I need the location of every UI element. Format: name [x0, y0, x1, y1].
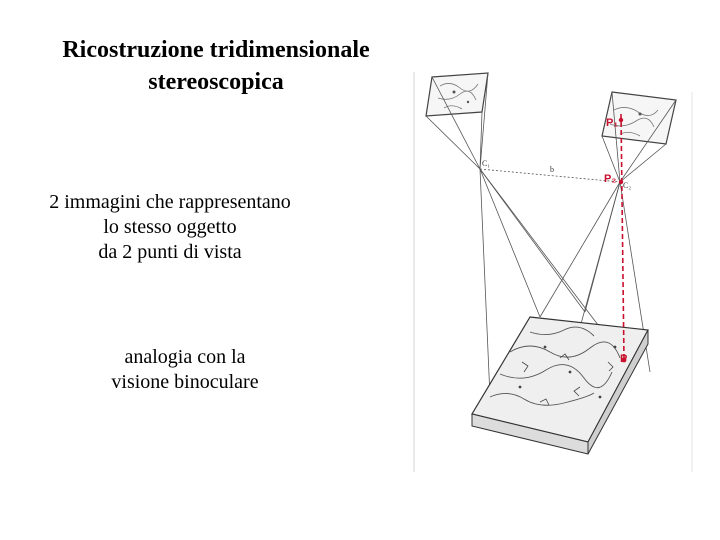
analogy-block — [15, 345, 355, 395]
terrain-block — [472, 317, 648, 454]
description-line-2: lo stesso oggetto — [103, 216, 237, 238]
title-line-1: Ricostruzione tridimensionale — [62, 37, 370, 63]
c1-label: C₁ — [482, 159, 491, 168]
p-label: P — [620, 353, 628, 365]
analogy-line-1: analogia con la — [124, 346, 246, 368]
baseline-label: b — [550, 165, 554, 174]
c2-label: C₂ — [623, 181, 632, 190]
left-photo — [426, 73, 488, 116]
p1-label: P₁ — [606, 117, 618, 129]
analogy-line-2: visione binoculare — [111, 371, 259, 393]
description-block — [20, 190, 320, 265]
p2-label: P₂ — [604, 173, 617, 185]
stereo-diagram — [410, 62, 700, 482]
description-line-3: da 2 punti di vista — [98, 241, 242, 263]
title-line-2: stereoscopica — [148, 69, 284, 95]
description-line-1: 2 immagini che rappresentano — [49, 191, 291, 213]
slide-title — [20, 34, 412, 98]
